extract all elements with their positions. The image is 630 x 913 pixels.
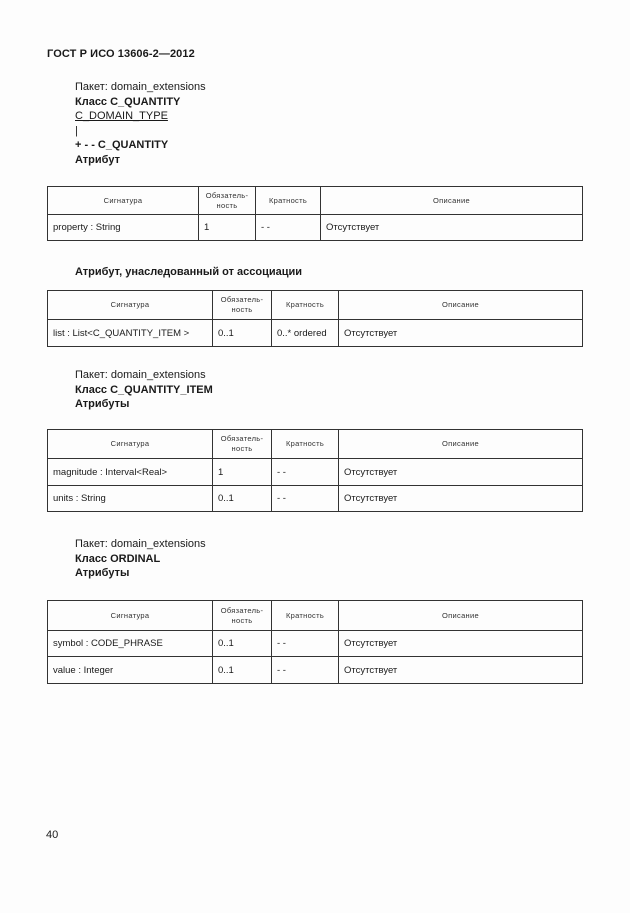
inheritance-line: + - - C_QUANTITY	[75, 139, 169, 151]
col-multiplicity: Кратность	[256, 187, 321, 215]
cell-description: Отсутствует	[339, 320, 583, 347]
section1-block	[75, 80, 206, 167]
table-row	[48, 459, 583, 486]
col-signature: Сигнатура	[48, 430, 213, 459]
col-required: Обязатель- ность	[213, 601, 272, 631]
attributes-table-3	[47, 600, 583, 684]
cell-required: 1	[213, 459, 272, 486]
cell-description: Отсутствует	[339, 486, 583, 512]
table-row	[48, 486, 583, 512]
cell-multiplicity: - -	[272, 459, 339, 486]
package-label: Пакет: domain_extensions	[75, 81, 206, 93]
section3-block	[75, 537, 206, 581]
cell-description: Отсутствует	[339, 657, 583, 684]
cell-signature: property : String	[48, 215, 199, 241]
table-row	[48, 320, 583, 347]
assoc-table	[47, 290, 583, 347]
assoc-heading: Атрибут, унаследованный от ассоциации	[75, 266, 303, 278]
class-title: Класс C_QUANTITY_ITEM	[75, 383, 213, 396]
cell-required: 0..1	[213, 657, 272, 684]
cell-signature: value : Integer	[48, 657, 213, 684]
cell-required: 0..1	[213, 320, 272, 347]
cell-multiplicity: - -	[272, 631, 339, 657]
document-header: ГОСТ Р ИСО 13606-2—2012	[47, 48, 195, 60]
attribute-heading: Атрибуты	[75, 398, 130, 410]
col-signature: Сигнатура	[48, 601, 213, 631]
parent-class: C_DOMAIN_TYPE	[75, 110, 168, 122]
col-signature: Сигнатура	[48, 187, 199, 215]
cell-description: Отсутствует	[339, 459, 583, 486]
col-multiplicity: Кратность	[272, 291, 339, 320]
cell-signature: magnitude : Interval<Real>	[48, 459, 213, 486]
class-title: Класс C_QUANTITY	[75, 95, 181, 108]
col-required: Обязатель- ность	[213, 291, 272, 320]
attribute-heading: Атрибут	[75, 153, 120, 166]
col-multiplicity: Кратность	[272, 601, 339, 631]
col-description: Описание	[339, 601, 583, 631]
col-description: Описание	[321, 187, 583, 215]
col-required: Обязатель- ность	[199, 187, 256, 215]
cell-description: Отсутствует	[339, 631, 583, 657]
table-row	[48, 631, 583, 657]
cell-multiplicity: - -	[256, 215, 321, 241]
table-header-row	[48, 187, 583, 215]
attributes-table-2	[47, 429, 583, 512]
cell-required: 0..1	[213, 631, 272, 657]
cell-multiplicity: - -	[272, 486, 339, 512]
col-signature: Сигнатура	[48, 291, 213, 320]
table-header-row	[48, 430, 583, 459]
cell-required: 1	[199, 215, 256, 241]
table-header-row	[48, 601, 583, 631]
col-description: Описание	[339, 291, 583, 320]
cell-signature: symbol : CODE_PHRASE	[48, 631, 213, 657]
cell-required: 0..1	[213, 486, 272, 512]
col-multiplicity: Кратность	[272, 430, 339, 459]
package-label: Пакет: domain_extensions	[75, 538, 206, 550]
attribute-heading: Атрибуты	[75, 567, 130, 579]
cell-signature: list : List<C_QUANTITY_ITEM >	[48, 320, 213, 347]
page-number: 40	[46, 829, 59, 841]
cell-multiplicity: - -	[272, 657, 339, 684]
col-description: Описание	[339, 430, 583, 459]
cell-multiplicity: 0..* ordered	[272, 320, 339, 347]
cell-signature: units : String	[48, 486, 213, 512]
package-label: Пакет: domain_extensions	[75, 369, 206, 381]
class-title: Класс ORDINAL	[75, 552, 161, 565]
table-row	[48, 657, 583, 684]
inheritance-pipe: |	[75, 124, 78, 137]
table-header-row	[48, 291, 583, 320]
section2-block	[75, 368, 213, 412]
col-required: Обязатель- ность	[213, 430, 272, 459]
attributes-table-1	[47, 186, 583, 241]
cell-description: Отсутствует	[321, 215, 583, 241]
table-row	[48, 215, 583, 241]
